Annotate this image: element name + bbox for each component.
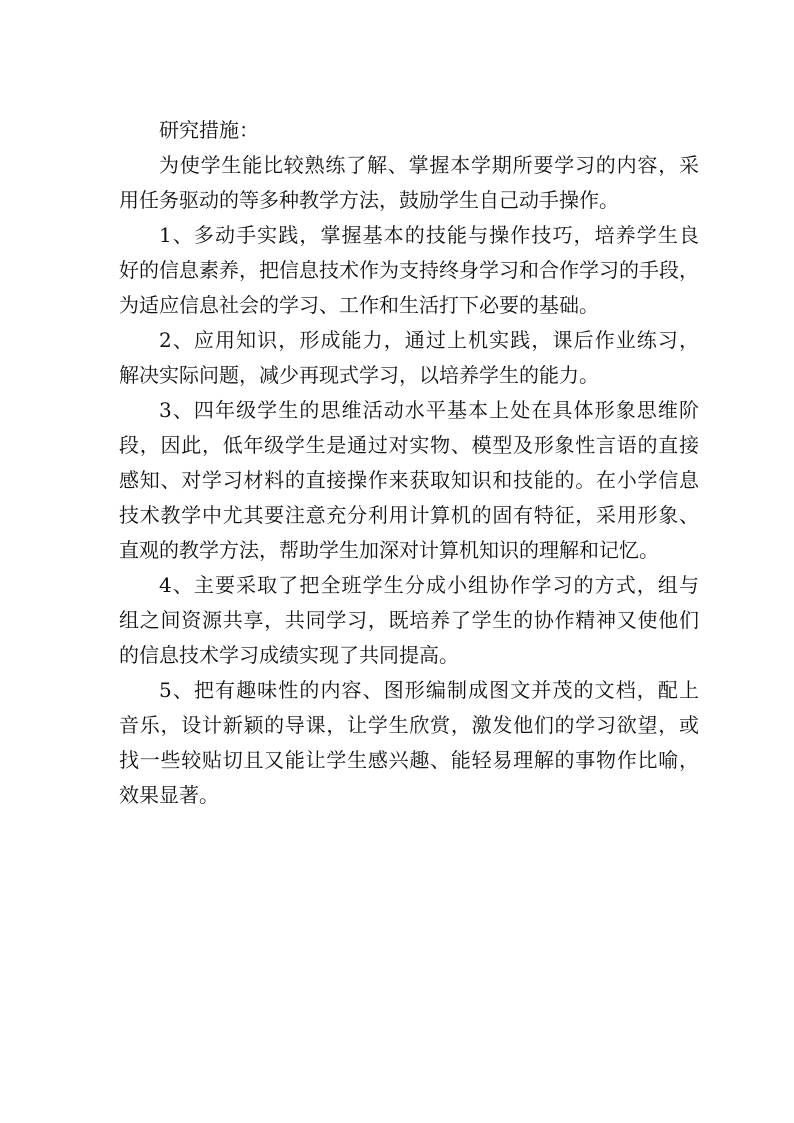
text-line: 技术教学中尤其要注意充分利用计算机的固有特征，采用形象、 xyxy=(119,503,699,527)
text-line: 4、主要采取了把全班学生分成小组协作学习的方式，组与 xyxy=(159,573,699,597)
paragraph-item-5 xyxy=(119,673,699,813)
text-line: 找一些较贴切且又能让学生感兴趣、能轻易理解的事物作比喻， xyxy=(119,748,699,772)
text-line: 1、多动手实践，掌握基本的技能与操作技巧，培养学生良 xyxy=(159,223,699,247)
text-line: 为适应信息社会的学习、工作和生活打下必要的基础。 xyxy=(119,293,599,317)
paragraph-item-3 xyxy=(119,393,699,568)
paragraph-item-4 xyxy=(119,568,699,673)
text-line: 的信息技术学习成绩实现了共同提高。 xyxy=(119,643,459,667)
text-line: 2、应用知识，形成能力，通过上机实践，课后作业练习， xyxy=(159,328,699,352)
text-line: 好的信息素养，把信息技术作为支持终身学习和合作学习的手段， xyxy=(119,258,699,282)
paragraph-item-2 xyxy=(119,323,699,393)
text-line: 5、把有趣味性的内容、图形编制成图文并茂的文档，配上 xyxy=(159,678,699,702)
text-line: 段，因此，低年级学生是通过对实物、模型及形象性言语的直接 xyxy=(119,433,699,457)
text-line: 感知、对学习材料的直接操作来获取知识和技能的。在小学信息 xyxy=(119,468,699,492)
text-line: 用任务驱动的等多种教学方法，鼓励学生自己动手操作。 xyxy=(119,188,619,212)
document-body xyxy=(119,113,699,813)
text-line: 为使学生能比较熟练了解、掌握本学期所要学习的内容，采 xyxy=(159,153,699,177)
text-line: 组之间资源共享，共同学习，既培养了学生的协作精神又使他们 xyxy=(119,608,699,632)
text-line: 效果显著。 xyxy=(119,783,219,807)
text-line: 3、四年级学生的思维活动水平基本上处在具体形象思维阶 xyxy=(159,398,699,422)
text-line: 解决实际问题，减少再现式学习，以培养学生的能力。 xyxy=(119,363,599,387)
text-line: 音乐，设计新颖的导课，让学生欣赏，激发他们的学习欲望，或 xyxy=(119,713,699,737)
section-heading: 研究措施： xyxy=(159,118,259,142)
text-line: 直观的教学方法，帮助学生加深对计算机知识的理解和记忆。 xyxy=(119,538,659,562)
paragraph-item-1 xyxy=(119,218,699,323)
paragraph-intro xyxy=(119,148,699,218)
